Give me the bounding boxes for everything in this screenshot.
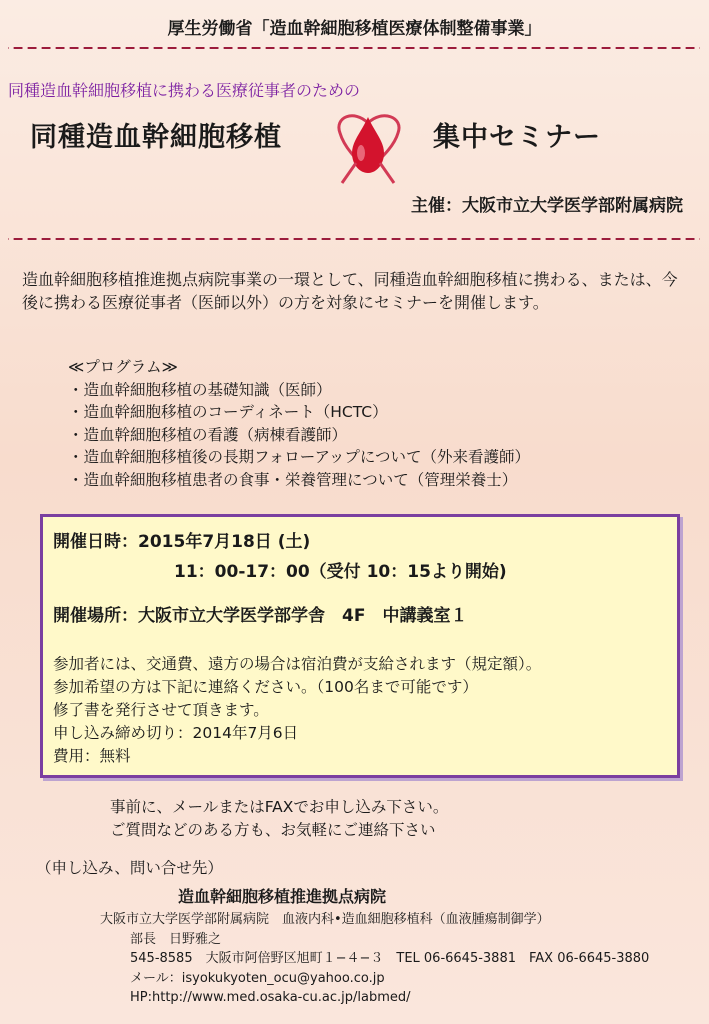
- program-list: [68, 356, 530, 491]
- event-venue: 開催場所：大阪市立大学医学部学舎 4F 中講義室１: [53, 606, 468, 626]
- ministry-title: 厚生労働省「造血幹細胞移植医療体制整備事業」: [167, 19, 542, 39]
- event-date: 開催日時：2015年7月18日 (土): [53, 532, 311, 552]
- deadline-line: 申し込み締め切り：2014年7月6日: [53, 724, 299, 742]
- program-item: ・造血幹細胞移植患者の食事・栄養管理について（管理栄養士）: [68, 470, 518, 489]
- program-item: ・造血幹細胞移植後の長期フォローアップについて（外来看護師）: [68, 448, 531, 466]
- note-line: 修了書を発行させて頂きます。: [53, 701, 269, 719]
- apply-line: ご質問などのある方も、お気軽にご連絡下さい: [110, 821, 436, 839]
- seminar-title-right: 集中セミナー: [433, 122, 601, 153]
- intro-text: 造血幹細胞移植推進拠点病院事業の一環として、同種造血幹細胞移植に携わる、または、今後に携わる医療従事者（医師以外）の方を対象にセミナーを開催します。: [22, 270, 678, 312]
- divider-top: [8, 47, 700, 49]
- program-item: ・造血幹細胞移植のコーディネート（HCTC）: [68, 403, 388, 421]
- contact-department: 大阪市立大学医学部附属病院 血液内科•造血細胞移植科（血液腫瘍制御学）: [100, 912, 550, 927]
- application-instructions: [110, 796, 448, 842]
- event-time: 11：00-17：00（受付 10：15より開始): [174, 562, 507, 582]
- contact-details: [100, 910, 649, 1008]
- divider-bottom: [8, 238, 700, 240]
- contact-hospital: 造血幹細胞移植推進拠点病院: [178, 887, 387, 906]
- note-line: 参加者には、交通費、遠方の場合は宿泊費が支給されます（規定額）。: [53, 655, 542, 673]
- event-notes: [53, 653, 541, 768]
- program-item: ・造血幹細胞移植の看護（病棟看護師）: [68, 425, 348, 444]
- seminar-title-left: 同種造血幹細胞移植: [30, 122, 282, 153]
- note-line: 参加希望の方は下記に連絡ください。（100名まで可能です）: [53, 678, 478, 696]
- contact-address: 545-8585 大阪市阿倍野区旭町１−４−３ TEL 06-6645-3881 FAX 06-6645-3880: [130, 951, 650, 966]
- program-heading: ≪プログラム≫: [68, 358, 178, 376]
- blood-drop-heart-ribbon-icon: [328, 103, 410, 185]
- organizer: 主催：大阪市立大学医学部附属病院: [411, 196, 683, 216]
- contact-heading: （申し込み、問い合せ先）: [36, 859, 223, 877]
- contact-homepage[interactable]: HP:http://www.med.osaka-cu.ac.jp/labmed/: [130, 990, 411, 1005]
- apply-line: 事前に、メールまたはFAXでお申し込み下さい。: [110, 798, 449, 816]
- contact-email[interactable]: メール：isyokukyoten_ocu@yahoo.co.jp: [130, 970, 385, 986]
- contact-person: 部長 日野雅之: [130, 931, 222, 947]
- program-item: ・造血幹細胞移植の基礎知識（医師）: [68, 380, 332, 399]
- target-audience-line: 同種造血幹細胞移植に携わる医療従事者のための: [8, 81, 361, 100]
- event-info-box: [40, 514, 680, 778]
- fee-line: 費用：無料: [53, 747, 131, 765]
